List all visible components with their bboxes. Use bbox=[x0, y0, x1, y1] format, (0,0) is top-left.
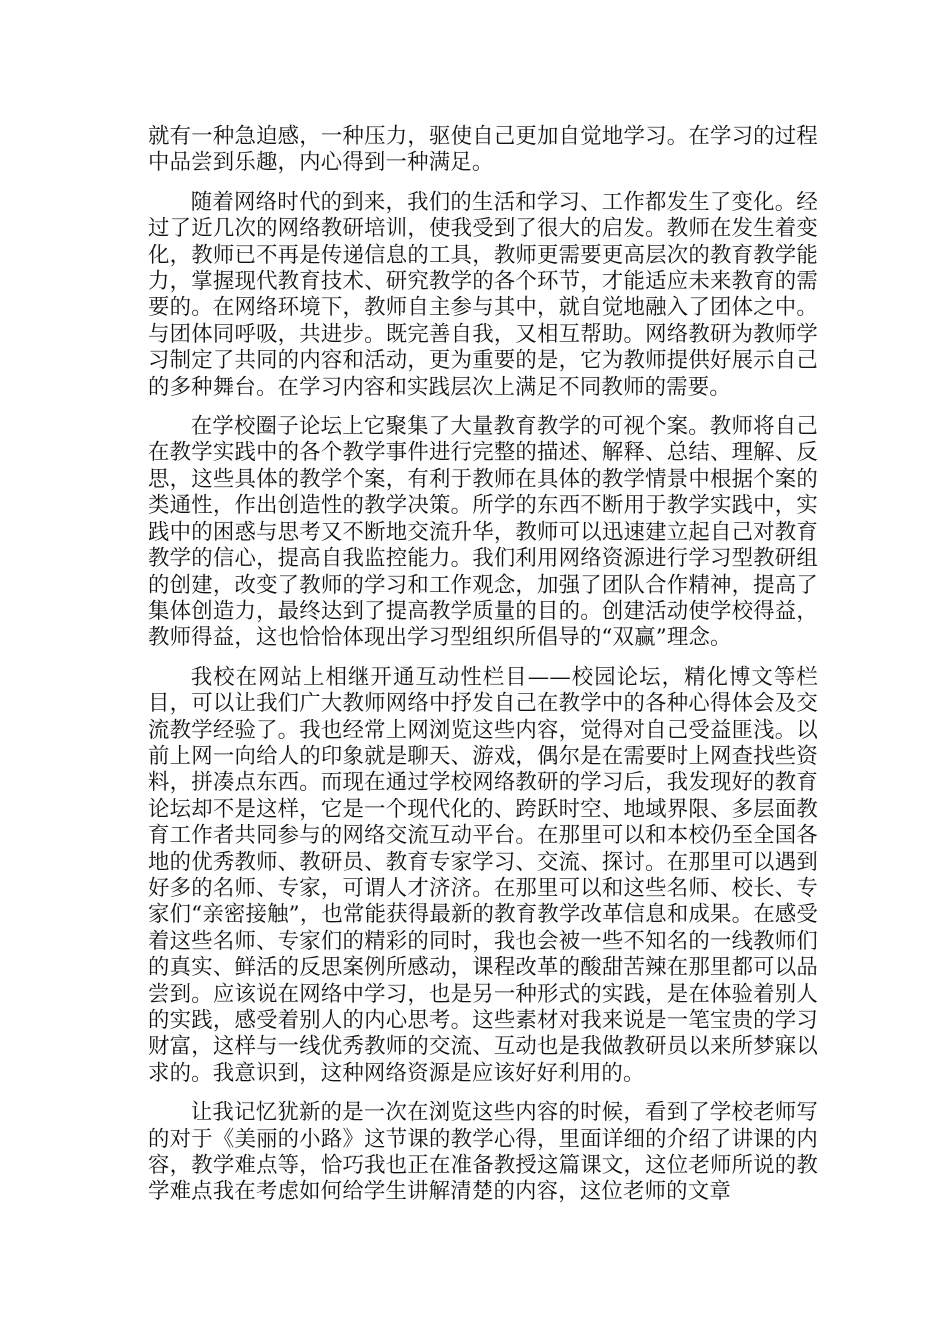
paragraph-school-forum: 在学校圈子论坛上它聚集了大量教育教学的可视个案。教师将自己在教学实践中的各个教学事件进行完整的描述、解释、总结、理解、反思，这些具体的教学个案，有利于教师在具体的教学情景中根据个案的类通性，作出创造性的教学决策。所学的东西不断用于教学实践中，实践中的困惑与思考又不断地交流升华，教师可以迅速建立起自己对教育教学的信心，提高自我监控能力。我们利用网络资源进行学习型教研组的创建，改变了教师的学习和工作观念，加强了团队合作精神，提高了集体创造力，最终达到了提高教学质量的目的。创建活动使学校得益，教师得益，这也恰恰体现出学习型组织所倡导的“双赢”理念。 bbox=[148, 414, 818, 651]
paragraph-network-era: 随着网络时代的到来，我们的生活和学习、工作都发生了变化。经过了近几次的网络教研培训，使我受到了很大的启发。教师在发生着变化，教师已不再是传递信息的工具，教师更需要更高层次的教育教学能力，掌握现代教育技术、研究教学的各个环节，才能适应未来教育的需要的。在网络环境下，教师自主参与其中，就自觉地融入了团体之中。与团体同呼吸，共进步。既完善自我，又相互帮助。网络教研为教师学习制定了共同的内容和活动，更为重要的是，它为教师提供好展示自己的多种舞台。在学习内容和实践层次上满足不同教师的需要。 bbox=[148, 189, 818, 400]
paragraph-continuation: 就有一种急迫感，一种压力，驱使自己更加自觉地学习。在学习的过程中品尝到乐趣，内心得到一种满足。 bbox=[148, 124, 818, 176]
paragraph-memorable-lesson: 让我记忆犹新的是一次在浏览这些内容的时候，看到了学校老师写的对于《美丽的小路》这节课的教学心得，里面详细的介绍了讲课的内容，教学难点等，恰巧我也正在准备教授这篇课文，这位老师所说的教学难点我在考虑如何给学生讲解清楚的内容，这位老师的文章 bbox=[148, 1100, 818, 1205]
paragraph-interactive-columns: 我校在网站上相继开通互动性栏目——校园论坛，精化博文等栏目，可以让我们广大教师网络中抒发自己在教学中的各种心得体会及交流教学经验了。我也经常上网浏览这些内容，觉得对自己受益匪浅。以前上网一向给人的印象就是聊天、游戏，偶尔是在需要时上网查找些资料，拼凑点东西。而现在通过学校网络教研的学习后，我发现好的教育论坛却不是这样，它是一个现代化的、跨跃时空、地域界限、多层面教育工作者共同参与的网络交流互动平台。在那里可以和本校仍至全国各地的优秀教师、教研员、教育专家学习、交流、探讨。在那里可以遇到好多的名师、专家，可谓人才济济。在那里可以和这些名师、校长、专家们“亲密接触”，也常能获得最新的教育教学改革信息和成果。在感受着这些名师、专家们的精彩的同时，我也会被一些不知名的一线教师们的真实、鲜活的反思案例所感动，课程改革的酸甜苦辣在那里都可以品尝到。应该说在网络中学习，也是另一种形式的实践，是在体验着别人的实践，感受着别人的内心思考。这些素材对我来说是一笔宝贵的学习财富，这样与一线优秀教师的交流、互动也是我做教研员以来所梦寐以求的。我意识到，这种网络资源是应该好好利用的。 bbox=[148, 664, 818, 1086]
document-body bbox=[148, 124, 818, 1219]
